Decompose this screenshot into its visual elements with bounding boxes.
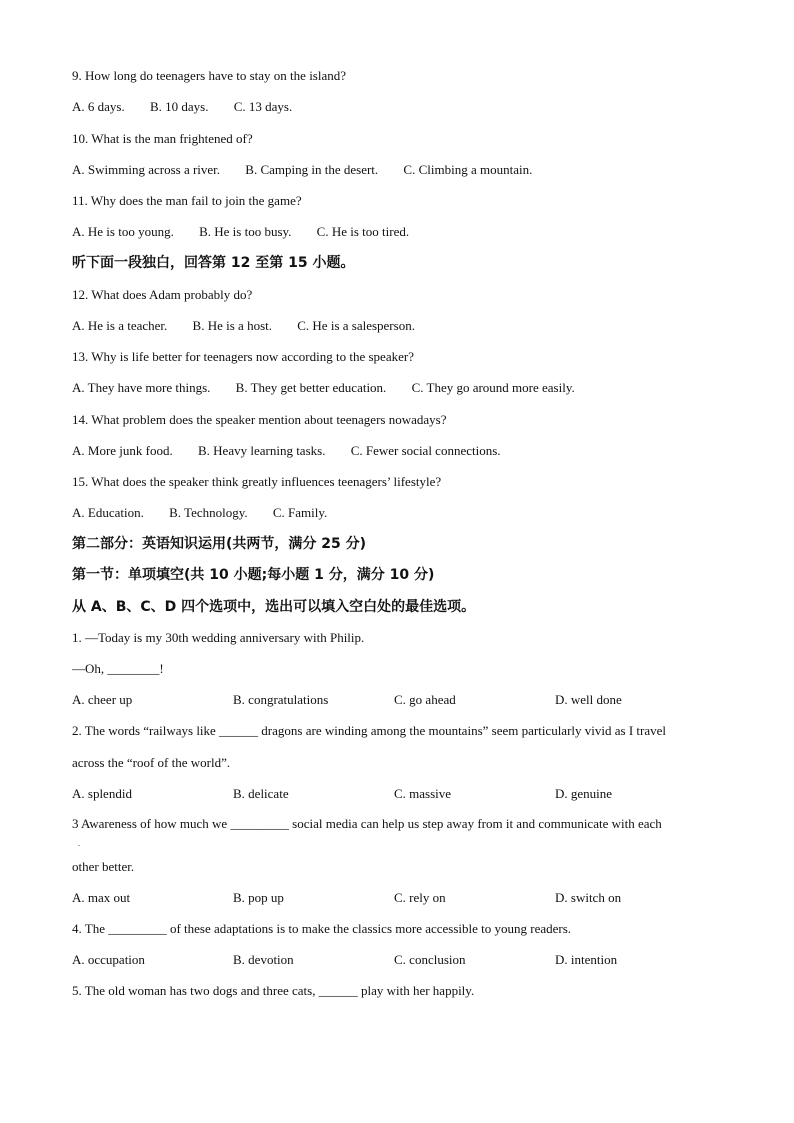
question-2-continued: across the “roof of the world”.: [72, 755, 231, 770]
part2-heading: 第二部分：英语知识运用(共两节，满分 25 分): [72, 536, 367, 552]
question-14-options: [72, 442, 724, 460]
option-a: A. Education.: [72, 505, 144, 520]
option-d: D. well done: [555, 692, 622, 707]
option-b: B. Technology.: [169, 505, 248, 520]
section1-instruction: 从 A、B、C、D 四个选项中，选出可以填入空白处的最佳选项。: [72, 599, 476, 615]
question-1-options: [72, 691, 724, 709]
option-d: D. switch on: [555, 890, 622, 905]
question-10-options: [72, 161, 724, 179]
option-c: C. Fewer social connections.: [350, 443, 501, 458]
option-c: C. Climbing a mountain.: [403, 162, 533, 177]
question-1: 1. —Today is my 30th wedding anniversary with Philip.: [72, 630, 365, 645]
option-a: A. He is too young.: [72, 224, 174, 239]
option-c: C. Family.: [272, 505, 328, 520]
option-b: B. delicate: [233, 786, 289, 801]
option-b: B. 10 days.: [149, 99, 209, 114]
stray-dot: .: [78, 839, 80, 848]
option-b: B. They get better education.: [235, 380, 387, 395]
option-c: C. conclusion: [394, 952, 466, 967]
option-c: C. They go around more easily.: [411, 380, 575, 395]
option-a: A. occupation: [72, 952, 145, 967]
option-a: A. More junk food.: [72, 443, 173, 458]
option-d: D. genuine: [555, 786, 613, 801]
option-d: D. intention: [555, 952, 618, 967]
question-10: 10. What is the man frightened of?: [72, 131, 253, 146]
option-c: C. go ahead: [394, 692, 456, 707]
option-b: B. Camping in the desert.: [245, 162, 379, 177]
question-11: 11. Why does the man fail to join the game?: [72, 193, 302, 208]
question-4-options: [72, 951, 724, 969]
question-9: 9. How long do teenagers have to stay on the island?: [72, 68, 347, 83]
question-14: 14. What problem does the speaker mention about teenagers nowadays?: [72, 412, 447, 427]
question-3-continued: other better.: [72, 859, 135, 874]
option-b: B. devotion: [233, 952, 294, 967]
option-a: A. He is a teacher.: [72, 318, 168, 333]
question-11-options: [72, 223, 724, 241]
question-3-options: [72, 889, 724, 907]
question-15-options: [72, 504, 724, 522]
option-b: B. congratulations: [233, 692, 329, 707]
question-5: 5. The old woman has two dogs and three cats, ______ play with her happily.: [72, 983, 475, 998]
option-b: B. pop up: [233, 890, 284, 905]
option-b: B. Heavy learning tasks.: [198, 443, 326, 458]
option-c: C. massive: [394, 786, 452, 801]
option-a: A. max out: [72, 890, 131, 905]
question-15: 15. What does the speaker think greatly influences teenagers’ lifestyle?: [72, 474, 442, 489]
option-c: C. He is a salesperson.: [297, 318, 415, 333]
option-b: B. He is a host.: [192, 318, 272, 333]
option-a: A. They have more things.: [72, 380, 211, 395]
question-1-reply: —Oh, ________!: [72, 661, 164, 676]
option-a: A. splendid: [72, 786, 132, 801]
question-13: 13. Why is life better for teenagers now according to the speaker?: [72, 349, 414, 364]
option-c: C. 13 days.: [233, 99, 293, 114]
option-a: A. 6 days.: [72, 99, 125, 114]
question-12-options: [72, 317, 724, 335]
section1-heading: 第一节：单项填空(共 10 小题;每小题 1 分，满分 10 分): [72, 567, 435, 583]
option-a: A. Swimming across a river.: [72, 162, 221, 177]
option-b: B. He is too busy.: [199, 224, 292, 239]
section-monologue-heading: 听下面一段独白，回答第 12 至第 15 小题。: [72, 255, 355, 271]
question-9-options: [72, 98, 724, 116]
option-a: A. cheer up: [72, 692, 133, 707]
option-c: C. rely on: [394, 890, 446, 905]
question-2-options: [72, 785, 724, 803]
question-3: 3 Awareness of how much we _________ social media can help us step away from it and communicate with each: [72, 816, 662, 831]
question-12: 12. What does Adam probably do?: [72, 287, 253, 302]
question-4: 4. The _________ of these adaptations is to make the classics more accessible to young readers.: [72, 921, 572, 936]
question-13-options: [72, 379, 724, 397]
question-2: 2. The words “railways like ______ dragons are winding among the mountains” seem particularly vivid as I travel: [72, 723, 666, 738]
option-c: C. He is too tired.: [316, 224, 410, 239]
